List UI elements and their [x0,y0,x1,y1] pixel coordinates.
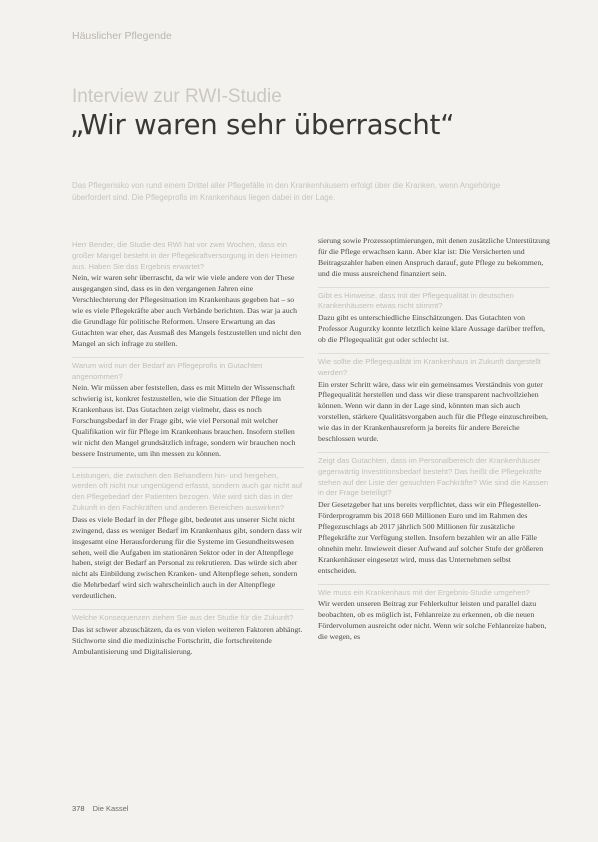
kicker: Interview zur RWI-Studie [72,86,282,107]
interview-answer: Dazu gibt es unterschiedliche Einschätzungen. Das Gutachten von Professor Augurzky konnte letztlich keine klare Aussage darüber treffen, ob die Pflegequalität gut oder schlecht ist. [318,313,545,345]
interview-question: Warum wird nun der Bedarf an Pflegeprofis in Gutachten angenommen? [72,357,304,383]
left-column [72,240,304,665]
page-footer [72,804,128,813]
publication-name: Die Kassel [92,804,129,813]
lead-paragraph: Das Pflegerisiko von rund einem Drittel aller Pflegefälle in den Krankenhäusern erfolgt über die Kranken, wenn Angehörige überfordert sind. Die Pflegeprofis im Krankenhaus liegen dabei in der Lage. [72,181,501,202]
interview-answer: Das ist schwer abzuschätzen, da es von vielen weiteren Faktoren abhängt. Stichworte sind die medizinische Fortschritt, die fortschreitende Ambulantisierung und Digitalisierung. [72,624,303,656]
headline: „Wir waren sehr überrascht“ [70,109,455,141]
interview-question: Herr Bender, die Studie des RWI hat vor zwei Wochen, dass ein großer Mangel besteht in der Pflegekraftversorgung in den Heimen aus. Haben Sie das Ergebnis erwartet? [72,240,297,271]
interview-question: Gibt es Hinweise, dass mit der Pflegequalität in deutschen Krankenhäusern etwas nicht stimmt? [318,287,550,313]
interview-answer: Nein, wir waren sehr überrascht, da wir wie viele andere von der These ausgegangen sind, dass es in den vergangenen Jahren eine Verschlechterung der Pflegesituation im Krankenhaus gegeben hat – so wie es viele Pflegekräfte aber auch Verbände berichten. Das war ja auch die Grundlage für politische Reformen. Unsere Erwartung an das Gutachten war eher, das Ausmaß des Mangels festzustellen und nicht den Mangel an sich infrage zu stellen. [72,273,301,348]
right-column [318,236,550,650]
interview-question: Zeigt das Gutachten, dass im Personalbereich der Krankenhäuser gegenwärtig Investitionsbedarf besteht? Das heißt die Pflegekräfte stehen auf der Liste der gesuchten Fachkräfte? Wie sind die Kassen in der Frage beteiligt? [318,452,550,499]
interview-question: Welche Konsequenzen ziehen Sie aus der Studie für die Zukunft? [72,609,304,624]
interview-question: Leistungen, die zwischen den Behandlern hin- und hergehen, werden oft nicht nur ungenügend erfasst, sondern auch gar nicht auf den Pflegebedarf der Patienten bezogen. Wie wird sich das in der Zukunft in den Fachkräften und anderen Bereichen auswirken? [72,467,304,514]
section-label: Häuslicher Pflegende [72,30,172,42]
interview-answer: Dass es viele Bedarf in der Pflege gibt, bedeutet aus unserer Sicht nicht zwingend, dass es weniger Bedarf im Krankenhaus gibt, sondern dass wir insgesamt eine Herausforderung für die Systeme im Gesundheitswesen sehen, weil die Aufgaben im stationären Sektor oder in der Altenpflege haben, steigt der Bedarf an Personal zu rekrutieren. Das würde sich aber nicht als Einbildung zwischen Kranken- und Altenpflege sehen, sondern die Mehrbedarf wird sich wahrscheinlich auch in der Altenpflege verdeutlichen. [72,514,302,601]
page-number: 378 [72,804,85,813]
interview-answer: Nein. Wir müssen aber feststellen, dass es mit Mitteln der Wissenschaft schwierig ist, konkret festzustellen, wie die Situation der Pflege im Krankenhaus ist. Das Gutachten zeigt vielmehr, dass es noch Forschungsbedarf in der Frage gibt, wie viel Personal mit welcher Qualifikation wir für Pflege im Krankenhaus brauchen. Insofern stellen wir nicht den Mangel grundsätzlich infrage, sondern wir brauchen noch bessere Instrumente, um ihn messen zu können. [72,383,296,458]
interview-answer: Wir werden unseren Beitrag zur Fehlerkultur leisten und parallel dazu beobachten, ob es möglich ist, Fehlanreize zu erkennen, ob die neuen Fördervolumen ausreicht oder nicht. Wenn wir solche Fehlanreize haben, die wegen, es [318,599,547,642]
interview-answer: Ein erster Schritt wäre, dass wir ein gemeinsames Verständnis von guter Pflegequalität herstellen und dass wir diese transparent nachvollziehen können. Wenn wir dann in der Lage sind, könnten man sich auch vorstellen, stärkere Qualitätsvorgaben auch für die Pflege einzuschreiben, wie das in der Krankenhausreform ja bereits für andere Bereiche beschlossen wurde. [318,379,548,444]
interview-question: Wie muss ein Krankenhaus mit der Ergebnis-Studie umgehen? [318,584,550,599]
interview-question: Wie sollte die Pflegequalität im Krankenhaus in Zukunft dargestellt werden? [318,353,550,379]
interview-answer-continued: sierung sowie Prozessoptimierungen, mit denen zusätzliche Unterstützung für die Pflege erwachsen kann. Aber klar ist: Die Versicherten und Beitragszahler haben einen Anspruch darauf, gute Pflege zu bekommen, und die muss ausreichend finanziert sein. [318,236,550,278]
interview-answer: Der Gesetzgeber hat uns bereits verpflichtet, dass wir ein Pflegestellen-Förderprogramm bis 2018 660 Millionen Euro und im Rahmen des Pflegezuschlags ab 2017 jährlich 500 Millionen für zusätzliche Pflegekräfte zur Verfügung stellen. Insofern bezahlen wir an alle Fälle ohnehin mehr. Inwieweit dieser Aufwand auf solcher Stufe der größeren Krankenhäuser eingesetzt wird, muss das Unternehmen selbst entscheiden. [318,500,544,575]
